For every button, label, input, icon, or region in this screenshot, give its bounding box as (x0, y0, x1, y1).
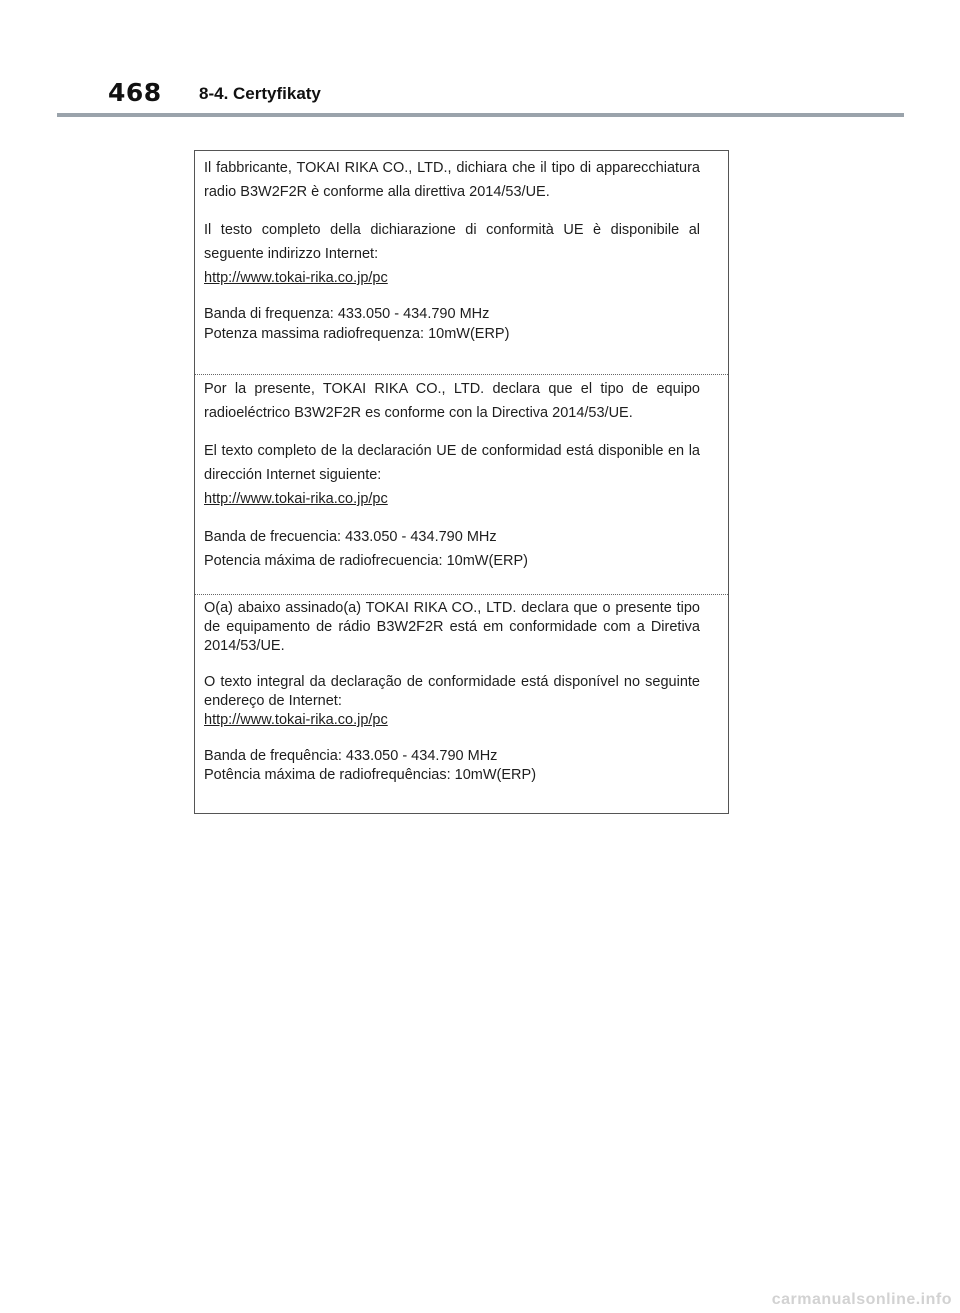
max-power-text: Potencia máxima de radiofrecuencia: 10mW(ERP) (204, 553, 528, 569)
conformity-url-link[interactable]: http://www.tokai-rika.co.jp/pc (204, 491, 388, 507)
certificate-portuguese (195, 594, 728, 813)
page-header (0, 0, 960, 120)
frequency-band-text: Banda de frecuencia: 433.050 - 434.790 MHz (204, 529, 497, 545)
header-divider (57, 113, 904, 117)
certificate-portuguese-text (204, 599, 700, 785)
conformity-url-link[interactable]: http://www.tokai-rika.co.jp/pc (204, 270, 388, 286)
certificate-italian-text (204, 156, 700, 344)
page-number: 468 (108, 78, 162, 107)
max-power-text: Potenza massima radiofrequenza: 10mW(ERP) (204, 326, 510, 342)
certificate-box (194, 150, 729, 814)
max-power-text: Potência máxima de radiofrequências: 10mW(ERP) (204, 767, 537, 783)
frequency-band-text: Banda de frequência: 433.050 - 434.790 MHz (204, 748, 498, 764)
declaration-text: Il fabbricante, TOKAI RIKA CO., LTD., dichiara che il tipo di apparecchiatura radio B3W2F2R è conforme alla direttiva 2014/53/UE. (204, 160, 700, 200)
frequency-band-text: Banda di frequenza: 433.050 - 434.790 MHz (204, 306, 490, 322)
declaration-text: O(a) abaixo assinado(a) TOKAI RIKA CO., LTD. declara que o presente tipo de equipamento de rádio B3W2F2R está em conformidade com a Diretiva 2014/53/UE. (204, 600, 700, 654)
certificate-italian (195, 151, 728, 374)
certificate-spanish (195, 374, 728, 594)
conformity-url-link[interactable]: http://www.tokai-rika.co.jp/pc (204, 712, 388, 728)
availability-text: Il testo completo della dichiarazione di conformità UE è disponibile al seguente indirizzo Internet: (204, 222, 700, 262)
section-title: 8-4. Certyfikaty (199, 84, 321, 103)
watermark: carmanualsonline.info (771, 1291, 952, 1308)
certificate-spanish-text (204, 377, 700, 573)
availability-text: El texto completo de la declaración UE de conformidad está disponible en la dirección Internet siguiente: (204, 443, 700, 483)
declaration-text: Por la presente, TOKAI RIKA CO., LTD. declara que el tipo de equipo radioeléctrico B3W2F2R es conforme con la Directiva 2014/53/UE. (204, 381, 700, 421)
availability-text: O texto integral da declaração de conformidade está disponível no seguinte endereço de Internet: (204, 674, 700, 709)
